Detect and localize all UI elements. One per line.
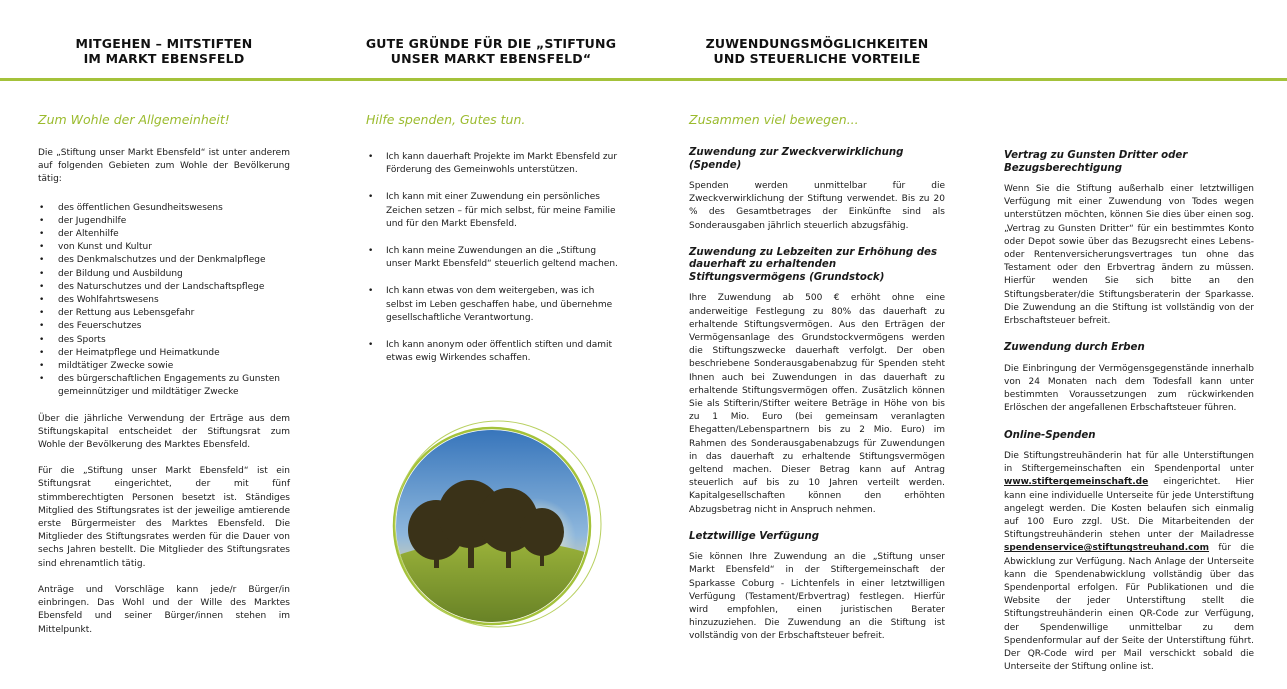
header-line: UNSER MARKT EBENSFELD“ <box>390 51 592 66</box>
header-line: ZUWENDUNGSMÖGLICHKEITEN <box>705 36 929 51</box>
section-title: Letztwillige Verfügung <box>689 530 820 542</box>
reason-list-item: • Ich kann anonym oder öffentlich stiften und damit etwas ewig Wirkendes schaffen. <box>366 339 618 365</box>
area-list-item: • der Heimatpflege und Heimatkunde <box>38 347 290 360</box>
area-list-item: • des öffentlichen Gesundheitswesens <box>38 202 290 215</box>
reason-list-item: • Ich kann mit einer Zuwendung ein persönliches Zeichen setzen – für mich selbst, für meine Familie und für den Markt Ebensfeld. <box>366 191 618 231</box>
area-list-item: • des bürgerschaftlichen Engagements zu Gunsten gemeinnütziger und mildtätiger Zwecke <box>38 373 290 399</box>
area-list-item: • des Wohlfahrtswesens <box>38 294 290 307</box>
area-list-item: • des Denkmalschutzes und der Denkmalpflege <box>38 254 290 267</box>
section-title: Zuwendung durch Erben <box>1004 342 1145 354</box>
header-line: UND STEUERLICHE VORTEILE <box>713 51 921 66</box>
stiftergemeinschaft-link[interactable]: www.stiftergemeinschaft.de <box>1004 477 1149 488</box>
section-letztwillig <box>689 531 945 644</box>
area-list-item: • der Jugendhilfe <box>38 215 290 228</box>
header-line: GUTE GRÜNDE FÜR DIE „STIFTUNG <box>365 36 617 51</box>
tree-photo <box>386 420 606 630</box>
section-text: Die Einbringung der Vermögensgegenstände innerhalb von 24 Monaten nach dem Todesfall kann unter bestimmten Voraussetzungen zum rückwirkenden Erlöschen der angefallenen Erbschaftsteuer führen. <box>1004 363 1254 414</box>
area-list-item: • mildtätiger Zwecke sowie <box>38 360 290 373</box>
area-list-item: • von Kunst und Kultur <box>38 241 290 254</box>
intro-paragraph: Die „Stiftung unser Markt Ebensfeld“ ist unter anderem auf folgenden Gebieten zum Wohle der Bevölkerung tätig: <box>38 148 290 185</box>
reason-list-item: • Ich kann etwas von dem weitergeben, was ich selbst im Leben geschaffen habe, und übernehme gesellschaftliche Verantwortung. <box>366 285 618 325</box>
area-list-item: • des Sports <box>38 334 290 347</box>
header-line: IM MARKT EBENSFELD <box>83 51 245 66</box>
paragraph: Anträge und Vorschläge kann jede/r Bürger/in einbringen. Das Wohl und der Wille des Marktes Ebensfeld und seiner Bürger/innen stehen im Mittelpunkt. <box>38 584 290 635</box>
header-col1 <box>38 36 290 66</box>
text-run: Die Stiftungstreuhänderin hat für alle Unterstiftungen in Stiftergemeinschaften ein Spendenportal unter <box>1004 451 1254 475</box>
email-link[interactable]: spendenservice@stiftungstreuhand.com <box>1004 543 1210 554</box>
area-list-item: • des Feuerschutzes <box>38 320 290 333</box>
section-spende <box>689 147 945 233</box>
column-3 <box>689 112 945 658</box>
section-vertrag <box>1004 150 1254 328</box>
section-grundstock <box>689 247 945 517</box>
section-text: Sie können Ihre Zuwendung an die „Stiftung unser Markt Ebensfeld“ in der Stiftergemeinschaft der Sparkasse Coburg - Lichtenfels in einer letztwilligen Verfügung (Testament/Erbvertrag) festlegen. Hierfür wird empfohlen, einen juristischen Berater hinzuzuziehen. Die Zuwendung an die Stiftung ist vollständig von der Erbschaftsteuer befreit. <box>689 552 945 642</box>
column-4 <box>1004 150 1254 689</box>
area-list-item: • der Bildung und Ausbildung <box>38 268 290 281</box>
column-1 <box>38 112 290 637</box>
section-online <box>1004 430 1254 675</box>
section-title: Online-Spenden <box>1004 429 1096 441</box>
area-list-item: • der Rettung aus Lebensgefahr <box>38 307 290 320</box>
reason-list-item: • Ich kann dauerhaft Projekte im Markt Ebensfeld zur Förderung des Gemeinwohls unterstützen. <box>366 151 618 177</box>
section-text <box>1004 450 1254 674</box>
header-divider <box>0 78 1287 81</box>
column-subtitle: Zum Wohle der Allgemeinheit! <box>38 112 230 127</box>
areas-list <box>38 202 290 400</box>
column-subtitle: Zusammen viel bewegen... <box>689 112 859 127</box>
reason-list-item: • Ich kann meine Zuwendungen an die „Stiftung unser Markt Ebensfeld“ steuerlich geltend machen. <box>366 245 618 271</box>
section-title: Zuwendung zur Zweckverwirklichung (Spende) <box>689 147 904 171</box>
section-erben <box>1004 342 1254 415</box>
section-title: Zuwendung zu Lebzeiten zur Erhöhung des dauerhaft zu erhaltenden Stiftungsvermögens (Grundstock) <box>689 246 938 283</box>
area-list-item: • des Naturschutzes und der Landschaftspflege <box>38 281 290 294</box>
text-run: eingerichtet. Hier kann eine individuelle Unterseite für jede Unterstiftung angelegt werden. Die Kosten belaufen sich einmalig auf 100 Euro zzgl. USt. Die Mitarbeitenden der Stiftungstreuhänderin stehen unter der Mailadresse <box>1004 477 1254 541</box>
section-text: Wenn Sie die Stiftung außerhalb einer letztwilligen Verfügung mit einer Zuwendung von Todes wegen unterstützen möchten, können Sie dies über einen sog. „Vertrag zu Gunsten Dritter“ für ein bestimmtes Konto oder Depot sowie über das Bezugsrecht eines Lebens- oder Rentenversicherungsvertrages tun ohne das Testament oder den Erbvertrag ändern zu müssen. Hierfür wenden Sie sich bitte an den Stiftungsberater/die Stiftungsberaterin der Sparkasse. Die Zuwendung an die Stiftung ist vollständig von der Erbschaftsteuer befreit. <box>1004 184 1254 327</box>
header-col3 <box>690 36 944 66</box>
header-line: MITGEHEN – MITSTIFTEN <box>75 36 253 51</box>
column-subtitle: Hilfe spenden, Gutes tun. <box>366 112 526 127</box>
reasons-list <box>366 151 618 365</box>
text-run: für die Abwicklung zur Verfügung. Nach Anlage der Unterseite kann die Spendenabwicklung vollständig über das Spendenportal erfolgen. Für Publikationen und die Website der jeder Unterstiftung stellt die Stiftungstreuhänderin einen QR-Code zur Verfügung, der Spendenwillige unmittelbar zu dem Spendenformular auf der Seite der Unterstiftung führt. Der QR-Code wird per Mail verschickt sobald die Unterseite der Stiftung online ist. <box>1004 543 1254 673</box>
column-2 <box>366 112 618 379</box>
section-title: Vertrag zu Gunsten Dritter oder Bezugsberechtigung <box>1004 150 1188 174</box>
area-list-item: • der Altenhilfe <box>38 228 290 241</box>
paragraph: Über die jährliche Verwendung der Erträge aus dem Stiftungskapital entscheidet der Stiftungsrat zum Wohle der Bevölkerung des Marktes Ebensfeld. <box>38 413 290 451</box>
paragraph: Für die „Stiftung unser Markt Ebensfeld“ ist ein Stiftungsrat eingerichtet, der mit fünf stimmberechtigten Personen besetzt ist. Ständiges Mitglied des Stiftungsrates ist der jeweilige amtierende erste Bürgermeister des Marktes Ebensfeld. Die Mitglieder des Stiftungsrates werden für die Dauer von sechs Jahren bestellt. Die Mitglieder des Stiftungsrates sind ehrenamtlich tätig. <box>38 466 290 569</box>
section-text: Spenden werden unmittelbar für die Zweckverwirklichung der Stiftung verwendet. Bis zu 20 % des Gesamtbetrages der Einkünfte sind als Sonderausgaben jährlich steuerlich abzugsfähig. <box>689 181 945 231</box>
section-text: Ihre Zuwendung ab 500 € erhöht ohne eine anderweitige Festlegung zu 80% das dauerhaft zu erhaltende Stiftungsvermögen. Aus den Erträgen der Vermögensanlage des Grundstockvermögens werden die Stiftungszwecke dauerhaft verfolgt. Der oben beschriebene Sonderausgabenabzug für Spenden steht Ihnen auch bei Zuwendungen in das dauerhaft zu erhaltende Stiftungsvermögen offen. Zusätzlich können Sie als Stifterin/Stifter weitere Beträge in Höhe von bis zu 1 Mio. Euro (bei gemeinsam veranlagten Ehegatten/Lebenspartnern bis zu 2 Mio. Euro) im Rahmen des Sonderausgabenabzugs für Zuwendungen in das dauerhaft zu erhaltende Stiftungsvermögen geltend machen. Dieser Betrag kann auf Antrag steuerlich auf bis zu 10 Jahren verteilt werden. Kapitalgesellschaften können den erhöhten Abzugsbetrag nicht in Anspruch nehmen. <box>689 293 945 515</box>
header-col2 <box>360 36 622 66</box>
